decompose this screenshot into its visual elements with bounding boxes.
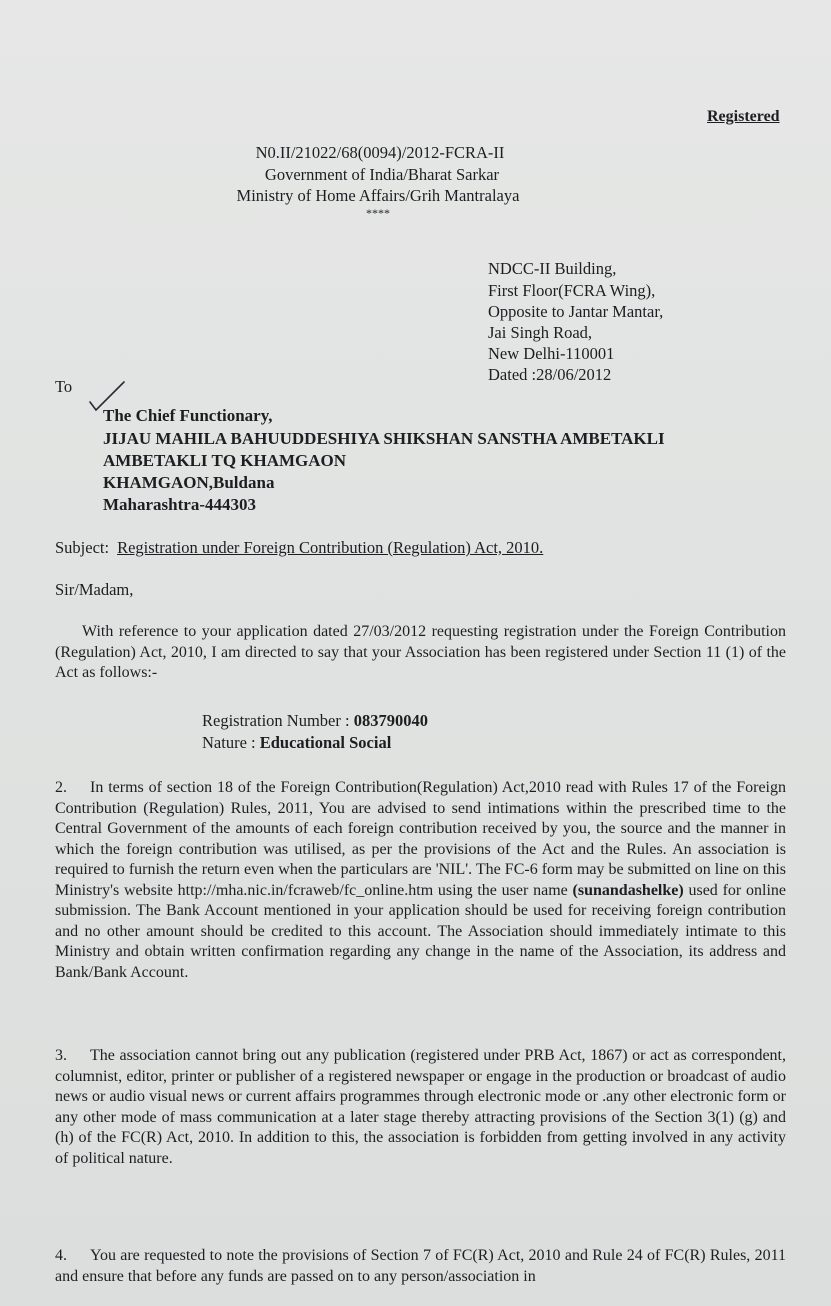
recipient-address-3: Maharashtra-444303 <box>103 495 256 514</box>
paragraph-3-text: The association cannot bring out any publication (registered under PRB Act, 1867) or act as correspondent, columnist, editor, printer or publisher of a registered newspaper or engage in the production or broadcast of audio news or audio visual news or current affairs programmes through electronic mode or .any other electronic form or any other mode of mass communication at a later stage thereby attracting provisions of the Section 3(1) (g) and (h) of the FC(R) Act, 2010. In addition to this, the association is forbidden from getting involved in any activity of political nature. <box>55 1047 786 1167</box>
registration-number <box>202 710 428 731</box>
paragraph-4-text: You are requested to note the provisions of Section 7 of FC(R) Act, 2010 and Rule 24 of FC(R) Rules, 2011 and ensure that before any funds are passed on to any person/association in <box>55 1247 786 1285</box>
subject-text: Registration under Foreign Contribution (Regulation) Act, 2010. <box>117 538 544 557</box>
paragraph-2-number: 2. <box>55 779 67 796</box>
address-line-4: Jai Singh Road, <box>488 323 593 342</box>
paragraph-1-text: With reference to your application dated 27/03/2012 requesting registration under the Foreign Contribution (Regulation) Act, 2010, I am directed to say that your Association has been registered under Section 11 (1) of the Act as follows:- <box>55 623 786 681</box>
address-line-5: New Delhi-110001 <box>488 344 615 363</box>
registration-number-value: 083790040 <box>353 711 428 730</box>
registration-nature-value: Educational Social <box>259 733 392 752</box>
address-line-3: Opposite to Jantar Mantar, <box>488 302 664 321</box>
registered-label: Registered <box>707 108 780 125</box>
paragraph-3 <box>55 1046 786 1169</box>
paragraph-2-text-b: used for online submission. The Bank Account mentioned in your application should be used for receiving foreign contribution and no other amount should be credited to this account. The Association should immediately intimate to this Ministry and obtain written confirmation regarding any change in the name of the Association, its address and Bank/Bank Account. <box>55 881 787 981</box>
header-stars: **** <box>366 206 390 220</box>
government-line: Government of India/Bharat Sarkar <box>264 165 500 184</box>
address-line-1: NDCC-II Building, <box>488 259 617 278</box>
address-line-2: First Floor(FCRA Wing), <box>488 281 656 300</box>
subject-label: Subject: <box>55 538 110 557</box>
recipient-address-2: KHAMGAON,Buldana <box>103 473 275 492</box>
paragraph-2 <box>55 778 786 983</box>
registration-number-label: Registration Number : <box>202 711 354 730</box>
file-number: N0.II/21022/68(0094)/2012-FCRA-II <box>255 143 505 162</box>
dated-line: Dated :28/06/2012 <box>488 365 612 384</box>
paragraph-2-text-a: In terms of section 18 of the Foreign Contribution(Regulation) Act,2010 read with Rules 17 of the Foreign Contribution (Regulation) Rules, 2011, You are advised to send intimations within the prescribed time to the Central Government of the amounts of each foreign contribution received by you, the source and the manner in which the foreign contribution was utilised, as per the provisions of the Act and the Rules. An association is required to furnish the return even when the particulars are 'NIL'. The FC-6 form may be submitted on line on this Ministry's website http://mha.nic.in/fcraweb/fc_online.htm using the user name <box>55 779 786 899</box>
user-name: (sunandashelke) <box>572 881 684 899</box>
to-label: To <box>55 377 73 396</box>
paragraph-4 <box>55 1246 786 1287</box>
recipient-address-1: AMBETAKLI TQ KHAMGAON <box>103 451 347 470</box>
registration-nature <box>202 732 391 753</box>
paragraph-3-number: 3. <box>55 1047 67 1064</box>
paragraph-4-number: 4. <box>55 1247 67 1264</box>
salutation: Sir/Madam, <box>55 580 134 599</box>
ministry-line: Ministry of Home Affairs/Grih Mantralaya <box>236 186 520 205</box>
registration-nature-label: Nature : <box>202 733 260 752</box>
recipient-title: The Chief Functionary, <box>103 406 273 425</box>
paragraph-1 <box>55 622 786 684</box>
recipient-org: JIJAU MAHILA BAHUUDDESHIYA SHIKSHAN SANSTHA AMBETAKLI <box>103 429 665 448</box>
subject-line <box>55 538 543 558</box>
